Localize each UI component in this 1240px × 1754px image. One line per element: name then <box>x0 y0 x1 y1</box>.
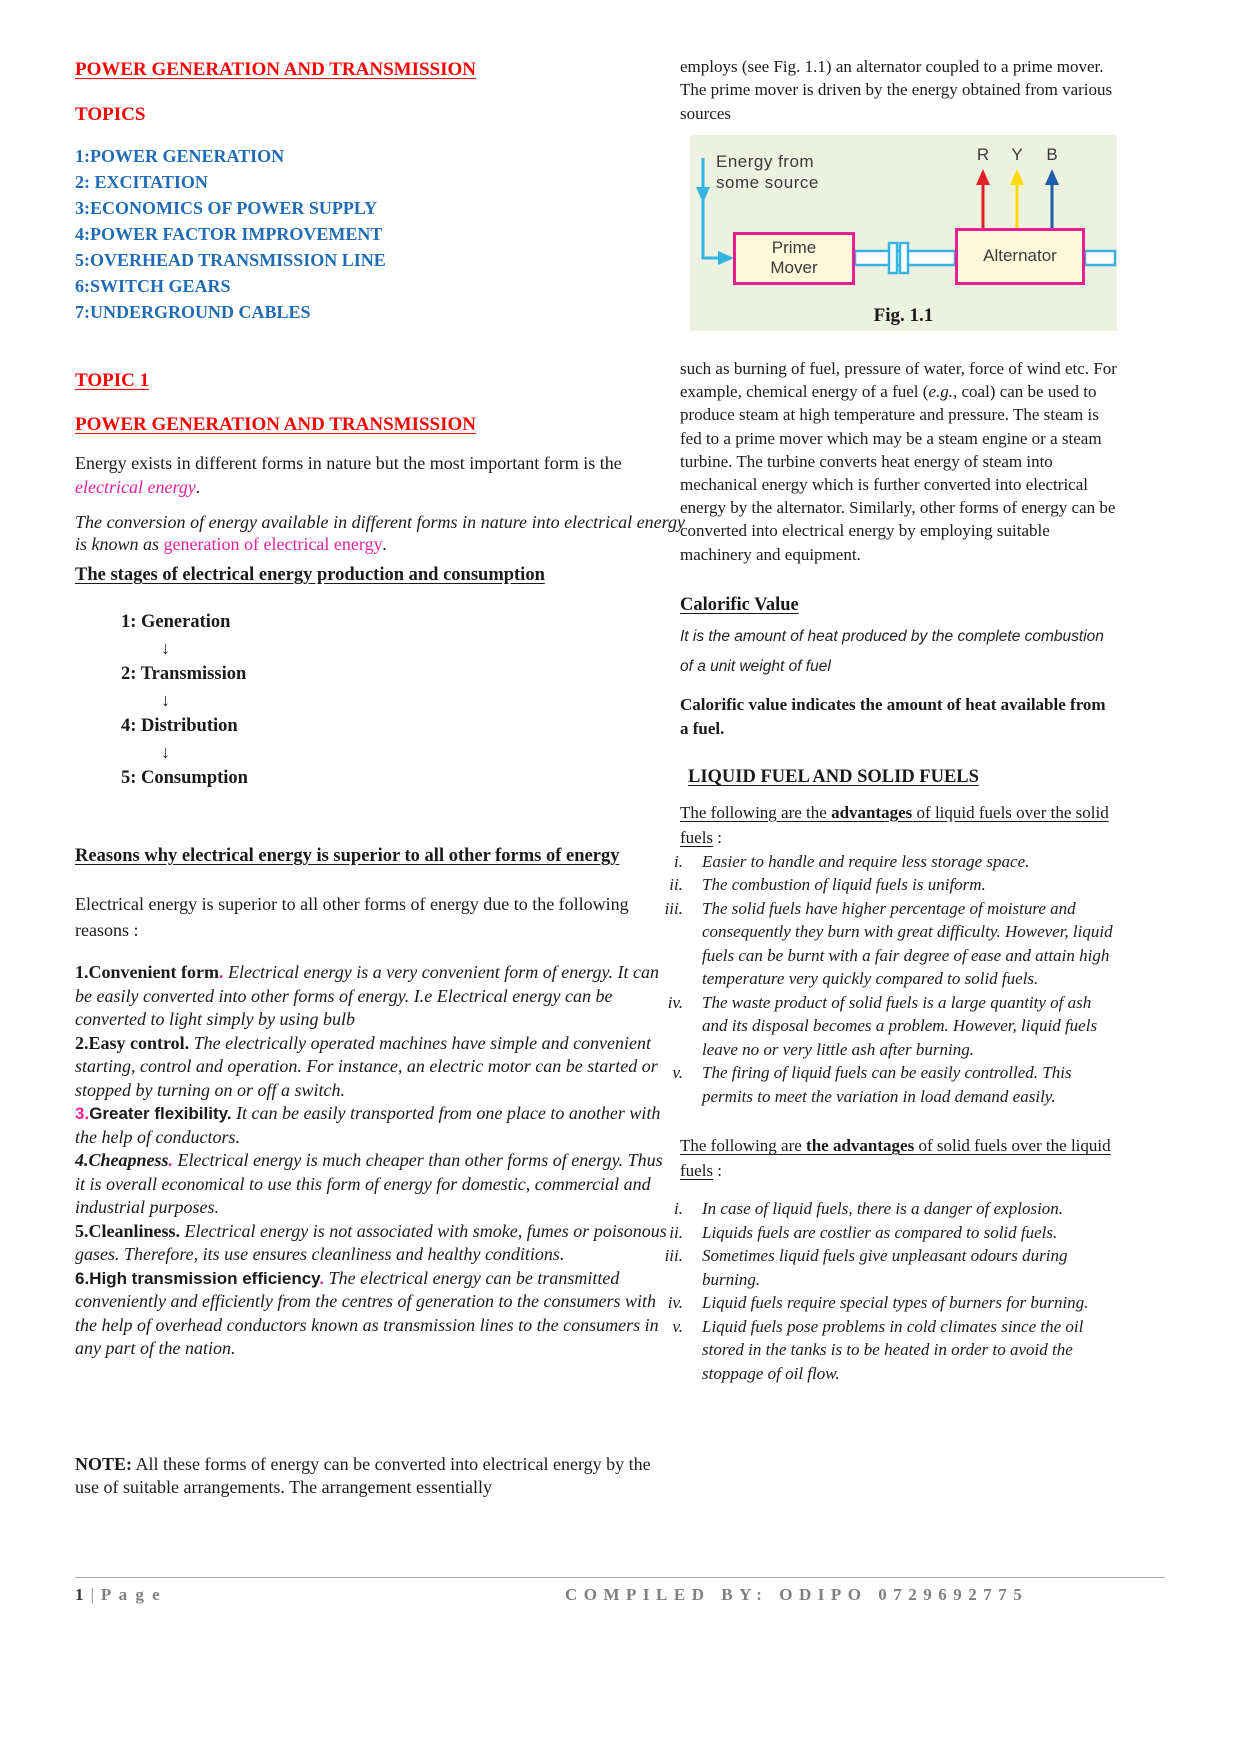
reason-lead: Cheapness <box>88 1150 169 1170</box>
stages-heading-text: The stages of electrical energy production and consumption <box>75 565 545 585</box>
note-label: NOTE: <box>75 1453 133 1474</box>
intro-text: Energy exists in different forms in nature but the most important form is the <box>75 453 622 473</box>
footer-divider <box>75 1577 1165 1578</box>
intro-highlight: electrical energy <box>75 476 196 497</box>
topic-item-1: 1:POWER GENERATION <box>75 146 285 166</box>
reason-number: 4. <box>75 1150 89 1170</box>
list-item-text: In case of liquid fuels, there is a danger of explosion. <box>702 1199 1064 1219</box>
list-item-text: Liquid fuels pose problems in cold climates since the oil stored in the tanks is to be heated in order to avoid the stoppage of oil flow. <box>702 1316 1084 1383</box>
conversion-period: . <box>382 533 388 554</box>
reasons-heading <box>75 843 675 870</box>
reason-number: 5. <box>75 1220 89 1241</box>
conversion-highlight: generation of electrical energy <box>163 533 383 554</box>
reason-body: The electrically operated machines have simple and convenient starting, control and operation. For instance, an electric motor can be started or stopped by turning on or off a switch. <box>75 1032 658 1100</box>
list-item-text: The solid fuels have higher percentage of moisture and consequently they burn with great difficulty. However, liquid fuels can be burnt with a fair degree of ease and attain high temperature very quickly compared to solid fuels. <box>702 898 1113 989</box>
advantages-liquid-intro-text <box>680 803 1109 847</box>
energy-source-label <box>716 151 819 193</box>
list-item-numeral: iv. <box>667 992 683 1012</box>
down-arrow-icon: ↓ <box>161 690 170 710</box>
figure-1-1 <box>690 135 1117 331</box>
document-title <box>75 58 685 81</box>
list-item-numeral: ii. <box>669 875 683 895</box>
list-item-numeral: iii. <box>664 1246 683 1266</box>
list-item-numeral: i. <box>674 851 683 871</box>
stages-flow <box>75 609 685 791</box>
page-separator: | <box>90 1585 94 1604</box>
topic-item-4: 4:POWER FACTOR IMPROVEMENT <box>75 224 383 244</box>
topic-item-3: 3:ECONOMICS OF POWER SUPPLY <box>75 198 378 218</box>
advantages-liquid-intro <box>680 800 1117 850</box>
left-column <box>75 58 685 1500</box>
sources-text-post: , coal) can be used to produce steam at high temperature and pressure. The steam is fed to a prime mover which may be a steam engine or a steam turbine. The turbine converts heat energy of steam into mechanical energy which is further converted into electrical energy by the alternator. Similarly, other forms of energy can be converted into electrical energy by employing suitable machinery and equipment. <box>680 382 1116 564</box>
list-item-numeral: iv. <box>667 1293 683 1313</box>
list-item-text: The waste product of solid fuels is a large quantity of ash and its disposal becomes a problem. However, liquid fuels leave no or very little ash after burning. <box>702 992 1098 1059</box>
reason-dot: . <box>218 962 224 982</box>
note-body: All these forms of energy can be converted into electrical energy by the use of suitable arrangements. The arrangement essentially <box>75 1453 651 1497</box>
reasons-list <box>75 961 675 1361</box>
advantages-solid-list <box>654 1197 1117 1385</box>
list-item <box>654 897 1117 991</box>
topic-item-2: 2: EXCITATION <box>75 172 208 192</box>
reason-lead: Greater flexibility <box>89 1104 227 1123</box>
list-item-numeral: i. <box>674 1199 683 1219</box>
prime-mover-box <box>733 232 855 285</box>
list-item <box>654 991 1117 1062</box>
intro-period: . <box>195 476 201 497</box>
reason-number: 1. <box>75 962 89 982</box>
reason-dot: . <box>319 1268 325 1288</box>
list-item <box>654 1197 1117 1221</box>
reason-body: It can be easily transported from one place to another with the help of conductors. <box>75 1103 661 1147</box>
topic-item-7: 7:UNDERGROUND CABLES <box>75 302 311 322</box>
advantages-liquid-list <box>654 850 1117 1109</box>
list-item <box>654 1291 1117 1315</box>
reason-greater-flexibility <box>75 1102 675 1149</box>
reasons-intro: Electrical energy is superior to all other forms of energy due to the following reasons : <box>75 894 629 940</box>
reason-cleanliness <box>75 1220 675 1267</box>
stage-generation: 1: Generation <box>121 612 231 632</box>
intro-post: of liquid fuels over the solid fuels <box>680 802 1109 847</box>
reason-lead: Easy control <box>88 1032 185 1053</box>
sources-paragraph <box>680 357 1117 566</box>
stage-transmission: 2: Transmission <box>121 664 247 684</box>
reason-number: 3. <box>75 1104 90 1123</box>
section-title-text: POWER GENERATION AND TRANSMISSION <box>75 414 477 435</box>
reason-lead: Convenient form <box>88 962 219 982</box>
intro-colon: : <box>713 827 723 847</box>
reason-number: 6. <box>75 1268 90 1288</box>
list-item <box>654 873 1117 897</box>
page-label: P a g e <box>100 1585 162 1604</box>
reason-body: Electrical energy is a very convenient form of energy. It can be easily converted into other forms of energy. I.e Electrical energy can be converted to light simply by using bulb <box>75 962 659 1029</box>
figure-caption: Fig. 1.1 <box>873 304 934 326</box>
list-item-numeral: v. <box>672 1316 683 1336</box>
reason-number: 2. <box>75 1032 89 1053</box>
list-item <box>654 850 1117 874</box>
intro-post: of solid fuels over the liquid fuels <box>680 1136 1111 1181</box>
topic-item-6: 6:SWITCH GEARS <box>75 276 231 296</box>
page-number: 1 <box>75 1585 84 1604</box>
note-paragraph <box>75 1453 675 1500</box>
list-item-numeral: ii. <box>669 1222 683 1242</box>
list-item-numeral: iii. <box>664 898 683 918</box>
eg-abbrev: e.g. <box>928 382 953 402</box>
list-item-text: The combustion of liquid fuels is uniform. <box>702 875 986 895</box>
reason-body: Electrical energy is much cheaper than other forms of energy. Thus it is overall economical to use this form of energy for domestic, commercial and industrial purposes. <box>75 1150 663 1217</box>
calorific-value-heading-text: Calorific Value <box>680 594 799 615</box>
calorific-value-heading <box>680 593 1117 617</box>
list-item-text: Liquids fuels are costlier as compared to solid fuels. <box>702 1222 1058 1242</box>
reason-convenient-form <box>75 961 675 1032</box>
stages-heading <box>75 563 685 587</box>
footer-compiled-by: COMPILED BY: ODIPO 0729692775 <box>565 1585 1029 1604</box>
list-item-text: The firing of liquid fuels can be easily controlled. This permits to meet the variation in load demand easily. <box>702 1063 1072 1106</box>
phase-b-label: B <box>1046 144 1058 164</box>
advantages-solid-intro <box>680 1133 1117 1183</box>
reason-cheapness <box>75 1149 675 1220</box>
list-item-text: Liquid fuels require special types of burners for burning. <box>702 1293 1089 1313</box>
alternator-box <box>955 228 1085 285</box>
topic-item-5: 5:OVERHEAD TRANSMISSION LINE <box>75 250 386 270</box>
document-title-text: POWER GENERATION AND TRANSMISSION <box>75 59 477 80</box>
energy-source-label-line1: Energy from <box>716 151 815 171</box>
reason-dot: . <box>226 1104 232 1123</box>
list-item <box>654 1061 1117 1108</box>
footer-page-number <box>75 1585 162 1605</box>
reason-easy-control <box>75 1032 675 1103</box>
down-arrow-icon: ↓ <box>161 638 170 658</box>
topic1-heading-text: TOPIC 1 <box>75 370 150 391</box>
calorific-note: Calorific value indicates the amount of heat available from a fuel. <box>680 694 1106 738</box>
intro-pre: The following are <box>680 1136 807 1156</box>
list-item-text: Sometimes liquid fuels give unpleasant odours during burning. <box>702 1246 1068 1289</box>
list-item-text: Easier to handle and require less storage space. <box>702 851 1030 871</box>
sources-text-pre: such as burning of fuel, pressure of water, force of wind etc. For example, chemical energy of a fuel ( <box>680 358 1117 402</box>
right-column <box>664 55 1117 1385</box>
employs-paragraph: employs (see Fig. 1.1) an alternator coupled to a prime mover. The prime mover is driven by the energy obtained from various sources <box>680 57 1113 123</box>
topics-list <box>75 143 685 325</box>
topic1-heading <box>75 368 685 393</box>
liquid-solid-fuels-heading-text: LIQUID FUEL AND SOLID FUELS <box>688 766 979 787</box>
reasons-heading-text: Reasons why electrical energy is superior to all other forms of energy <box>75 846 620 866</box>
conversion-text: The conversion of energy available in different forms in nature into electrical energy is known as <box>75 512 685 554</box>
stage-consumption: 5: Consumption <box>121 768 248 788</box>
stage-distribution: 4: Distribution <box>121 716 238 736</box>
energy-source-label-line2: some source <box>716 172 819 192</box>
reason-lead: High transmission efficiency <box>89 1268 320 1288</box>
intro-colon: : <box>713 1161 723 1181</box>
reason-lead: Cleanliness <box>88 1220 176 1241</box>
phase-y-label: Y <box>1011 144 1023 164</box>
list-item-numeral: v. <box>672 1063 683 1083</box>
calorific-definition: It is the amount of heat produced by the complete combustion of a unit weight of fuel <box>680 627 1104 675</box>
reason-body: The electrical energy can be transmitted conveniently and efficiently from the centres of generation to the consumers with the help of overhead conductors known as transmission lines to the consumers in any part of the nation. <box>75 1267 659 1358</box>
liquid-solid-fuels-heading <box>680 765 1117 789</box>
reason-dot: . <box>175 1220 181 1241</box>
intro-bold: advantages <box>831 802 913 822</box>
intro-pre: The following are the <box>680 802 832 822</box>
reason-body: Electrical energy is not associated with smoke, fumes or poisonous gases. Therefore, its use ensures cleanliness and healthy conditions. <box>75 1220 667 1264</box>
list-item <box>654 1315 1117 1386</box>
reason-dot: . <box>184 1032 190 1053</box>
reason-dot: . <box>168 1150 174 1170</box>
conversion-paragraph <box>75 512 685 555</box>
section-title <box>75 413 685 437</box>
alternator-label: Alternator <box>983 246 1057 266</box>
list-item <box>654 1244 1117 1291</box>
down-arrow-icon: ↓ <box>161 742 170 762</box>
prime-mover-label: Prime Mover <box>770 238 818 278</box>
advantages-solid-intro-text <box>680 1136 1111 1180</box>
intro-paragraph <box>75 452 670 499</box>
reason-high-transmission-efficiency <box>75 1267 675 1361</box>
phase-r-label: R <box>976 144 990 164</box>
topics-label: TOPICS <box>75 104 146 125</box>
list-item <box>654 1221 1117 1245</box>
intro-bold: the advantages <box>806 1136 915 1156</box>
